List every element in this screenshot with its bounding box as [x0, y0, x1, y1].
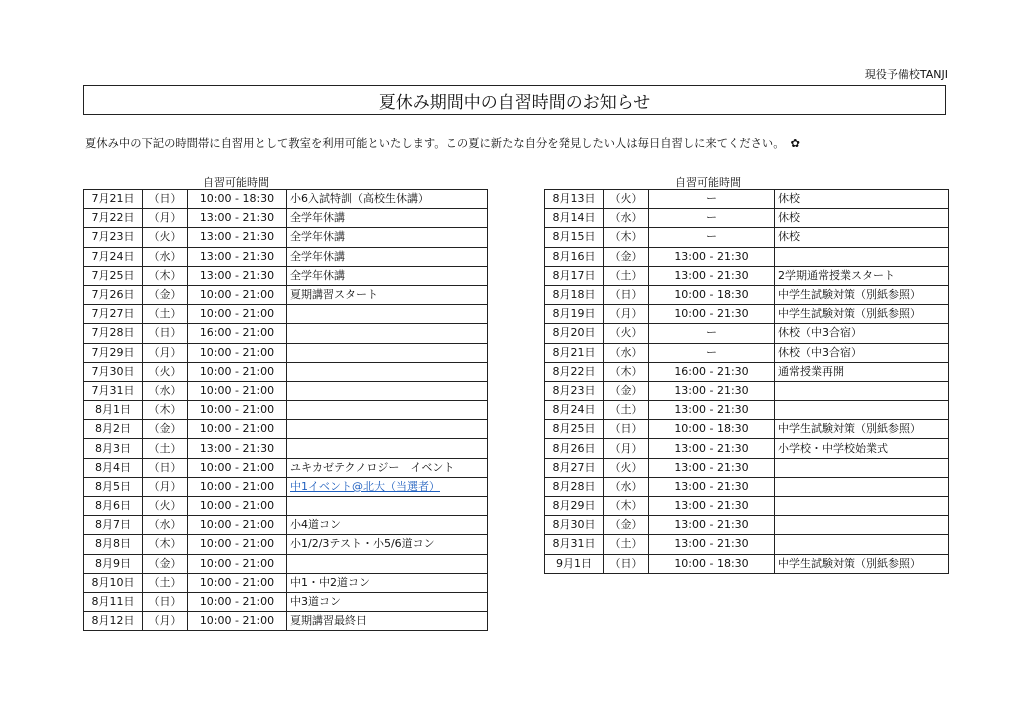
weekday-cell: （土） [604, 535, 649, 554]
note-cell [287, 401, 488, 420]
note-cell: 2学期通常授業スタート [775, 266, 949, 285]
time-cell: ー [649, 343, 775, 362]
note-cell: 中学生試験対策（別紙参照） [775, 305, 949, 324]
weekday-cell: （木） [143, 266, 188, 285]
note-cell: 休校（中3合宿） [775, 343, 949, 362]
left-table-caption: 自習可能時間 [203, 176, 269, 189]
date-cell: 7月25日 [84, 266, 143, 285]
time-cell: 10:00 - 21:00 [188, 305, 287, 324]
time-cell: 10:00 - 21:00 [188, 477, 287, 496]
table-row [84, 458, 488, 477]
weekday-cell: （火） [604, 190, 649, 209]
table-row [84, 554, 488, 573]
table-row [545, 343, 949, 362]
table-row [545, 266, 949, 285]
table-row [545, 497, 949, 516]
note-cell: 小4道コン [287, 516, 488, 535]
time-cell: ー [649, 324, 775, 343]
date-cell: 8月30日 [545, 516, 604, 535]
weekday-cell: （金） [143, 420, 188, 439]
weekday-cell: （土） [604, 401, 649, 420]
note-cell: 中学生試験対策（別紙参照） [775, 554, 949, 573]
weekday-cell: （月） [143, 477, 188, 496]
note-cell: 休校 [775, 190, 949, 209]
table-row [545, 535, 949, 554]
weekday-cell: （月） [143, 612, 188, 631]
note-cell: 全学年休講 [287, 209, 488, 228]
note-cell: 通常授業再開 [775, 362, 949, 381]
time-cell: 10:00 - 18:30 [188, 190, 287, 209]
time-cell: 13:00 - 21:30 [188, 209, 287, 228]
table-row [545, 285, 949, 304]
time-cell: 10:00 - 21:00 [188, 573, 287, 592]
table-row [545, 439, 949, 458]
date-cell: 8月15日 [545, 228, 604, 247]
table-row [84, 190, 488, 209]
table-row [84, 612, 488, 631]
table-row [84, 228, 488, 247]
table-row [84, 381, 488, 400]
weekday-cell: （金） [604, 247, 649, 266]
table-row [545, 324, 949, 343]
weekday-cell: （木） [604, 362, 649, 381]
note-cell [775, 516, 949, 535]
table-row [84, 247, 488, 266]
table-row [84, 401, 488, 420]
date-cell: 9月1日 [545, 554, 604, 573]
note-cell [287, 439, 488, 458]
weekday-cell: （火） [143, 497, 188, 516]
note-cell: 休校（中3合宿） [775, 324, 949, 343]
table-row [84, 573, 488, 592]
note-cell: 小学校・中学校始業式 [775, 439, 949, 458]
date-cell: 8月21日 [545, 343, 604, 362]
time-cell: 16:00 - 21:00 [188, 324, 287, 343]
time-cell: 10:00 - 21:00 [188, 497, 287, 516]
date-cell: 8月16日 [545, 247, 604, 266]
time-cell: 13:00 - 21:30 [649, 247, 775, 266]
note-cell: 中学生試験対策（別紙参照） [775, 420, 949, 439]
time-cell: 10:00 - 21:00 [188, 535, 287, 554]
time-cell: 10:00 - 21:00 [188, 592, 287, 611]
table-row [84, 477, 488, 496]
time-cell: 16:00 - 21:30 [649, 362, 775, 381]
table-row [84, 362, 488, 381]
date-cell: 8月19日 [545, 305, 604, 324]
note-cell: 休校 [775, 228, 949, 247]
right-schedule-table [544, 189, 949, 574]
table-row [84, 439, 488, 458]
event-link[interactable]: 中1イベント@北大（当選者） [290, 479, 440, 493]
date-cell: 7月26日 [84, 285, 143, 304]
weekday-cell: （火） [604, 458, 649, 477]
time-cell: 13:00 - 21:30 [188, 228, 287, 247]
note-cell [775, 401, 949, 420]
weekday-cell: （日） [143, 324, 188, 343]
note-cell [287, 305, 488, 324]
right-table-caption: 自習可能時間 [675, 176, 741, 189]
date-cell: 8月1日 [84, 401, 143, 420]
weekday-cell: （金） [143, 285, 188, 304]
weekday-cell: （日） [143, 458, 188, 477]
weekday-cell: （水） [604, 343, 649, 362]
time-cell: 13:00 - 21:30 [649, 477, 775, 496]
date-cell: 8月22日 [545, 362, 604, 381]
table-row [84, 285, 488, 304]
time-cell: 10:00 - 21:00 [188, 612, 287, 631]
date-cell: 8月23日 [545, 381, 604, 400]
time-cell: 10:00 - 21:00 [188, 343, 287, 362]
time-cell: 10:00 - 18:30 [649, 554, 775, 573]
note-cell: 夏期講習スタート [287, 285, 488, 304]
table-row [545, 209, 949, 228]
note-cell [775, 247, 949, 266]
weekday-cell: （火） [143, 228, 188, 247]
intro-sentence: 夏休み中の下記の時間帯に自習用として教室を利用可能といたします。この夏に新たな自分を発見したい人は毎日自習しに来てください。 [85, 137, 785, 150]
date-cell: 8月8日 [84, 535, 143, 554]
table-row [545, 401, 949, 420]
weekday-cell: （火） [143, 362, 188, 381]
date-cell: 8月7日 [84, 516, 143, 535]
weekday-cell: （木） [604, 228, 649, 247]
date-cell: 8月6日 [84, 497, 143, 516]
note-cell [287, 420, 488, 439]
table-row [84, 516, 488, 535]
note-cell: 夏期講習最終日 [287, 612, 488, 631]
weekday-cell: （木） [143, 535, 188, 554]
table-row [84, 535, 488, 554]
school-name: 現役予備校TANJI [864, 68, 948, 81]
flower-icon: ✿ [790, 137, 800, 150]
time-cell: 10:00 - 18:30 [649, 420, 775, 439]
table-row [545, 305, 949, 324]
weekday-cell: （日） [143, 592, 188, 611]
note-cell: 中学生試験対策（別紙参照） [775, 285, 949, 304]
date-cell: 7月23日 [84, 228, 143, 247]
table-row [84, 497, 488, 516]
table-row [545, 190, 949, 209]
date-cell: 7月24日 [84, 247, 143, 266]
note-cell [287, 554, 488, 573]
weekday-cell: （水） [143, 247, 188, 266]
weekday-cell: （日） [604, 554, 649, 573]
table-row [84, 324, 488, 343]
date-cell: 8月24日 [545, 401, 604, 420]
date-cell: 8月27日 [545, 458, 604, 477]
table-row [545, 362, 949, 381]
table-row [84, 305, 488, 324]
time-cell: 13:00 - 21:30 [649, 458, 775, 477]
note-cell [775, 535, 949, 554]
note-cell: 小1/2/3テスト・小5/6道コン [287, 535, 488, 554]
weekday-cell: （月） [143, 209, 188, 228]
date-cell: 8月10日 [84, 573, 143, 592]
weekday-cell: （土） [604, 266, 649, 285]
date-cell: 7月29日 [84, 343, 143, 362]
table-row [84, 420, 488, 439]
date-cell: 8月4日 [84, 458, 143, 477]
weekday-cell: （月） [143, 343, 188, 362]
date-cell: 7月22日 [84, 209, 143, 228]
time-cell: 13:00 - 21:30 [649, 266, 775, 285]
note-cell [775, 458, 949, 477]
weekday-cell: （木） [143, 401, 188, 420]
note-cell [775, 477, 949, 496]
date-cell: 7月31日 [84, 381, 143, 400]
weekday-cell: （水） [143, 381, 188, 400]
date-cell: 7月28日 [84, 324, 143, 343]
table-row [84, 209, 488, 228]
time-cell: 13:00 - 21:30 [649, 439, 775, 458]
date-cell: 8月25日 [545, 420, 604, 439]
date-cell: 8月13日 [545, 190, 604, 209]
note-cell [287, 497, 488, 516]
time-cell: 10:00 - 21:30 [649, 305, 775, 324]
page-title-text: 夏休み期間中の自習時間のお知らせ [378, 92, 651, 113]
table-row [545, 477, 949, 496]
time-cell: ー [649, 190, 775, 209]
time-cell: 10:00 - 21:00 [188, 420, 287, 439]
table-row [545, 228, 949, 247]
table-row [84, 266, 488, 285]
date-cell: 8月14日 [545, 209, 604, 228]
time-cell: 13:00 - 21:30 [649, 381, 775, 400]
note-cell: 全学年休講 [287, 247, 488, 266]
weekday-cell: （日） [143, 190, 188, 209]
date-cell: 8月9日 [84, 554, 143, 573]
weekday-cell: （水） [604, 477, 649, 496]
time-cell: 13:00 - 21:30 [188, 439, 287, 458]
table-row [84, 592, 488, 611]
time-cell: 10:00 - 21:00 [188, 516, 287, 535]
weekday-cell: （月） [604, 439, 649, 458]
date-cell: 8月26日 [545, 439, 604, 458]
date-cell: 8月2日 [84, 420, 143, 439]
date-cell: 7月21日 [84, 190, 143, 209]
date-cell: 8月29日 [545, 497, 604, 516]
table-row [545, 458, 949, 477]
table-row [545, 516, 949, 535]
note-cell: ユキカゼテクノロジー イベント [287, 458, 488, 477]
date-cell: 8月17日 [545, 266, 604, 285]
time-cell: ー [649, 228, 775, 247]
note-cell [287, 324, 488, 343]
time-cell: 13:00 - 21:30 [649, 401, 775, 420]
left-schedule-table [83, 189, 488, 631]
weekday-cell: （金） [604, 381, 649, 400]
time-cell: 13:00 - 21:30 [188, 247, 287, 266]
date-cell: 8月3日 [84, 439, 143, 458]
date-cell: 8月28日 [545, 477, 604, 496]
time-cell: 10:00 - 18:30 [649, 285, 775, 304]
note-cell: 中1・中2道コン [287, 573, 488, 592]
weekday-cell: （水） [604, 209, 649, 228]
table-row [545, 247, 949, 266]
note-cell [287, 381, 488, 400]
weekday-cell: （土） [143, 573, 188, 592]
intro-text [85, 135, 800, 151]
table-row [545, 554, 949, 573]
time-cell: 10:00 - 21:00 [188, 285, 287, 304]
note-cell [775, 381, 949, 400]
time-cell: 13:00 - 21:30 [188, 266, 287, 285]
weekday-cell: （金） [604, 516, 649, 535]
note-cell: 休校 [775, 209, 949, 228]
weekday-cell: （金） [143, 554, 188, 573]
note-cell [775, 497, 949, 516]
page-title [83, 85, 946, 115]
time-cell: 13:00 - 21:30 [649, 516, 775, 535]
time-cell: 10:00 - 21:00 [188, 381, 287, 400]
time-cell: 10:00 - 21:00 [188, 554, 287, 573]
date-cell: 7月27日 [84, 305, 143, 324]
note-cell: 中3道コン [287, 592, 488, 611]
date-cell: 8月11日 [84, 592, 143, 611]
time-cell: 10:00 - 21:00 [188, 458, 287, 477]
note-cell: 小6入試特訓（高校生休講） [287, 190, 488, 209]
date-cell: 8月5日 [84, 477, 143, 496]
weekday-cell: （木） [604, 497, 649, 516]
table-row [545, 420, 949, 439]
weekday-cell: （日） [604, 420, 649, 439]
note-cell: 全学年休講 [287, 266, 488, 285]
time-cell: ー [649, 209, 775, 228]
date-cell: 7月30日 [84, 362, 143, 381]
weekday-cell: （水） [143, 516, 188, 535]
weekday-cell: （土） [143, 305, 188, 324]
table-row [84, 343, 488, 362]
date-cell: 8月20日 [545, 324, 604, 343]
note-cell: 全学年休講 [287, 228, 488, 247]
table-row [545, 381, 949, 400]
note-cell [287, 343, 488, 362]
weekday-cell: （日） [604, 285, 649, 304]
note-cell [287, 477, 488, 496]
weekday-cell: （火） [604, 324, 649, 343]
date-cell: 8月12日 [84, 612, 143, 631]
time-cell: 13:00 - 21:30 [649, 497, 775, 516]
date-cell: 8月31日 [545, 535, 604, 554]
weekday-cell: （土） [143, 439, 188, 458]
time-cell: 10:00 - 21:00 [188, 401, 287, 420]
time-cell: 10:00 - 21:00 [188, 362, 287, 381]
time-cell: 13:00 - 21:30 [649, 535, 775, 554]
note-cell [287, 362, 488, 381]
date-cell: 8月18日 [545, 285, 604, 304]
weekday-cell: （月） [604, 305, 649, 324]
